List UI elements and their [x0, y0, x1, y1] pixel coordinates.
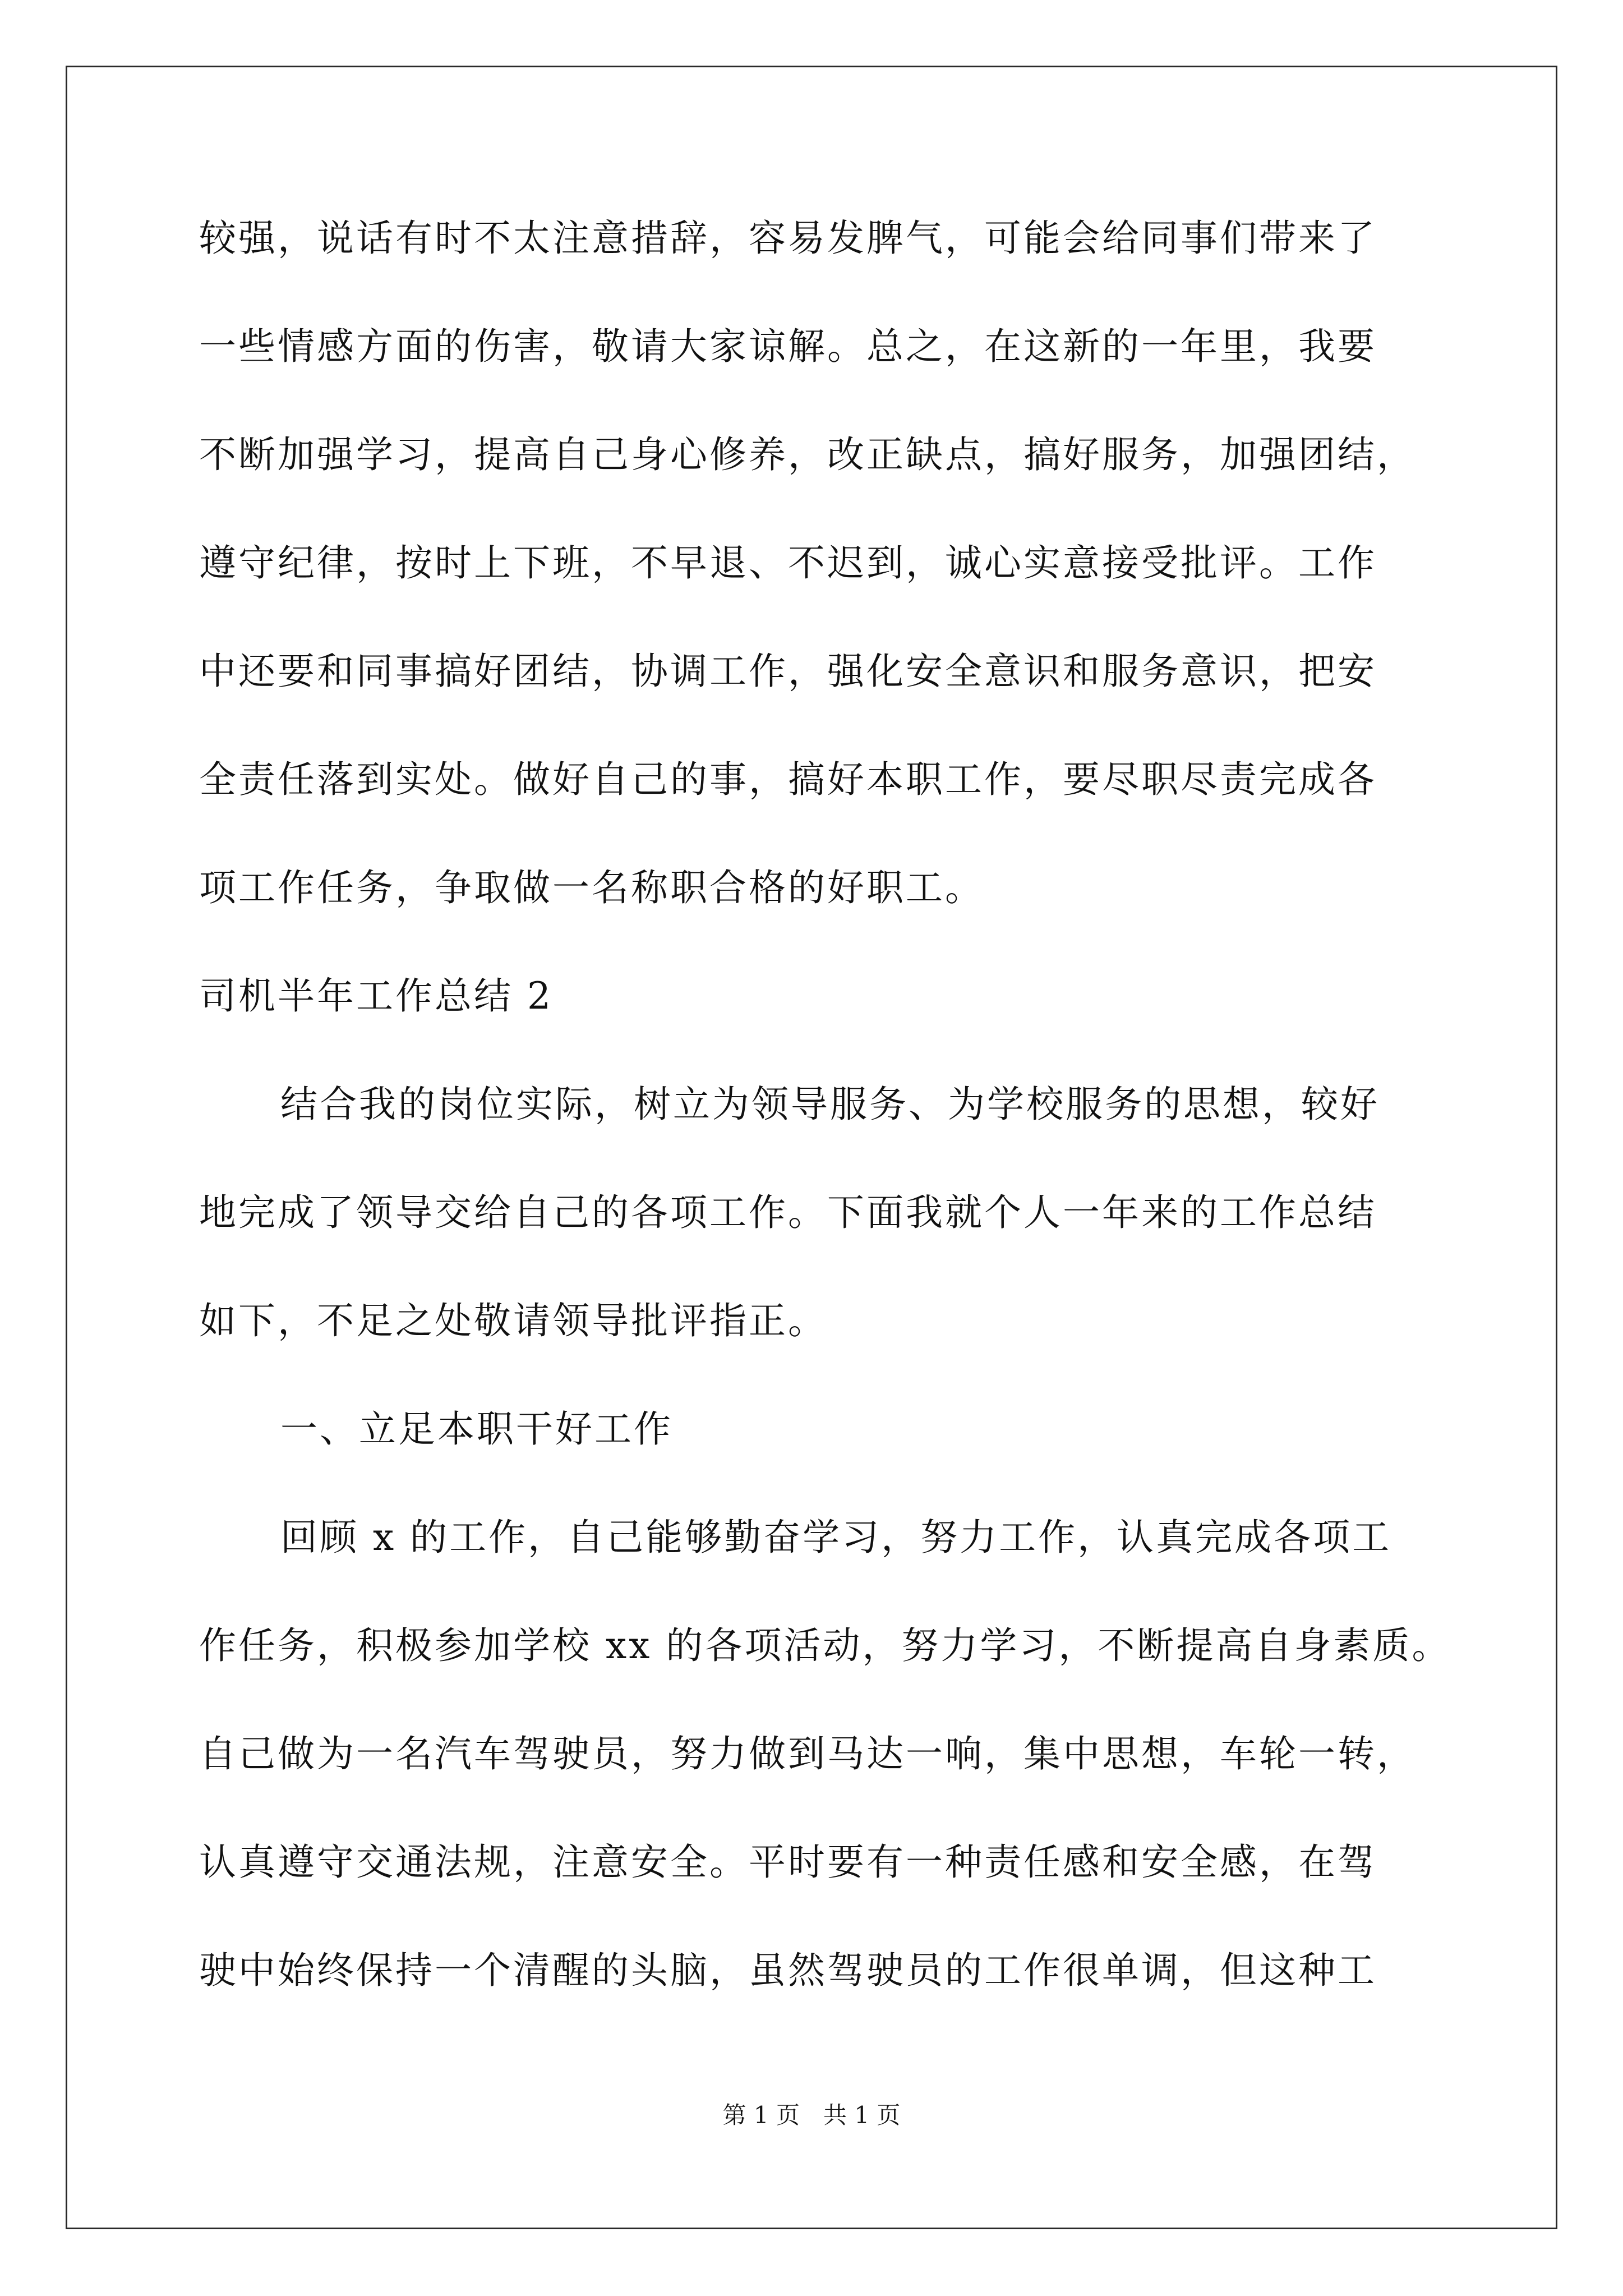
- page-border: [66, 66, 1557, 2229]
- body-line: 自己做为一名汽车驾驶员，努力做到马达一响，集中思想，车轮一转，: [199, 1732, 1416, 1775]
- body-line: 驶中始终保持一个清醒的头脑，虽然驾驶员的工作很单调，但这种工: [199, 1949, 1377, 1992]
- body-line: 一些情感方面的伤害，敬请大家谅解。总之，在这新的一年里，我要: [199, 325, 1377, 368]
- body-line: 中还要和同事搞好团结，协调工作，强化安全意识和服务意识，把安: [199, 650, 1377, 693]
- body-line: 全责任落到实处。做好自己的事，搞好本职工作，要尽职尽责完成各: [199, 758, 1377, 801]
- body-line: 较强，说话有时不太注意措辞，容易发脾气，可能会给同事们带来了: [199, 217, 1377, 260]
- body-line: 地完成了领导交给自己的各项工作。下面我就个人一年来的工作总结: [199, 1191, 1377, 1234]
- section-heading: 司机半年工作总结 2: [199, 974, 553, 1018]
- body-line: 认真遵守交通法规，注意安全。平时要有一种责任感和安全感，在驾: [199, 1841, 1377, 1884]
- body-line: 回顾 x 的工作，自己能够勤奋学习，努力工作，认真完成各项工: [280, 1516, 1392, 1559]
- page-number-footer: 第 1 页 共 1 页: [722, 2101, 901, 2129]
- body-line: 作任务，积极参加学校 xx 的各项活动，努力学习，不断提高自身素质。: [199, 1624, 1451, 1667]
- body-line: 如下，不足之处敬请领导批评指正。: [199, 1299, 827, 1342]
- body-line: 结合我的岗位实际，树立为领导服务、为学校服务的思想，较好: [280, 1083, 1380, 1126]
- subsection-heading: 一、立足本职干好工作: [280, 1407, 673, 1451]
- body-line: 遵守纪律，按时上下班，不早退、不迟到，诚心实意接受批评。工作: [199, 541, 1377, 585]
- body-line: 项工作任务，争取做一名称职合格的好职工。: [199, 866, 984, 909]
- body-line: 不断加强学习，提高自己身心修养，改正缺点，搞好服务，加强团结，: [199, 433, 1416, 476]
